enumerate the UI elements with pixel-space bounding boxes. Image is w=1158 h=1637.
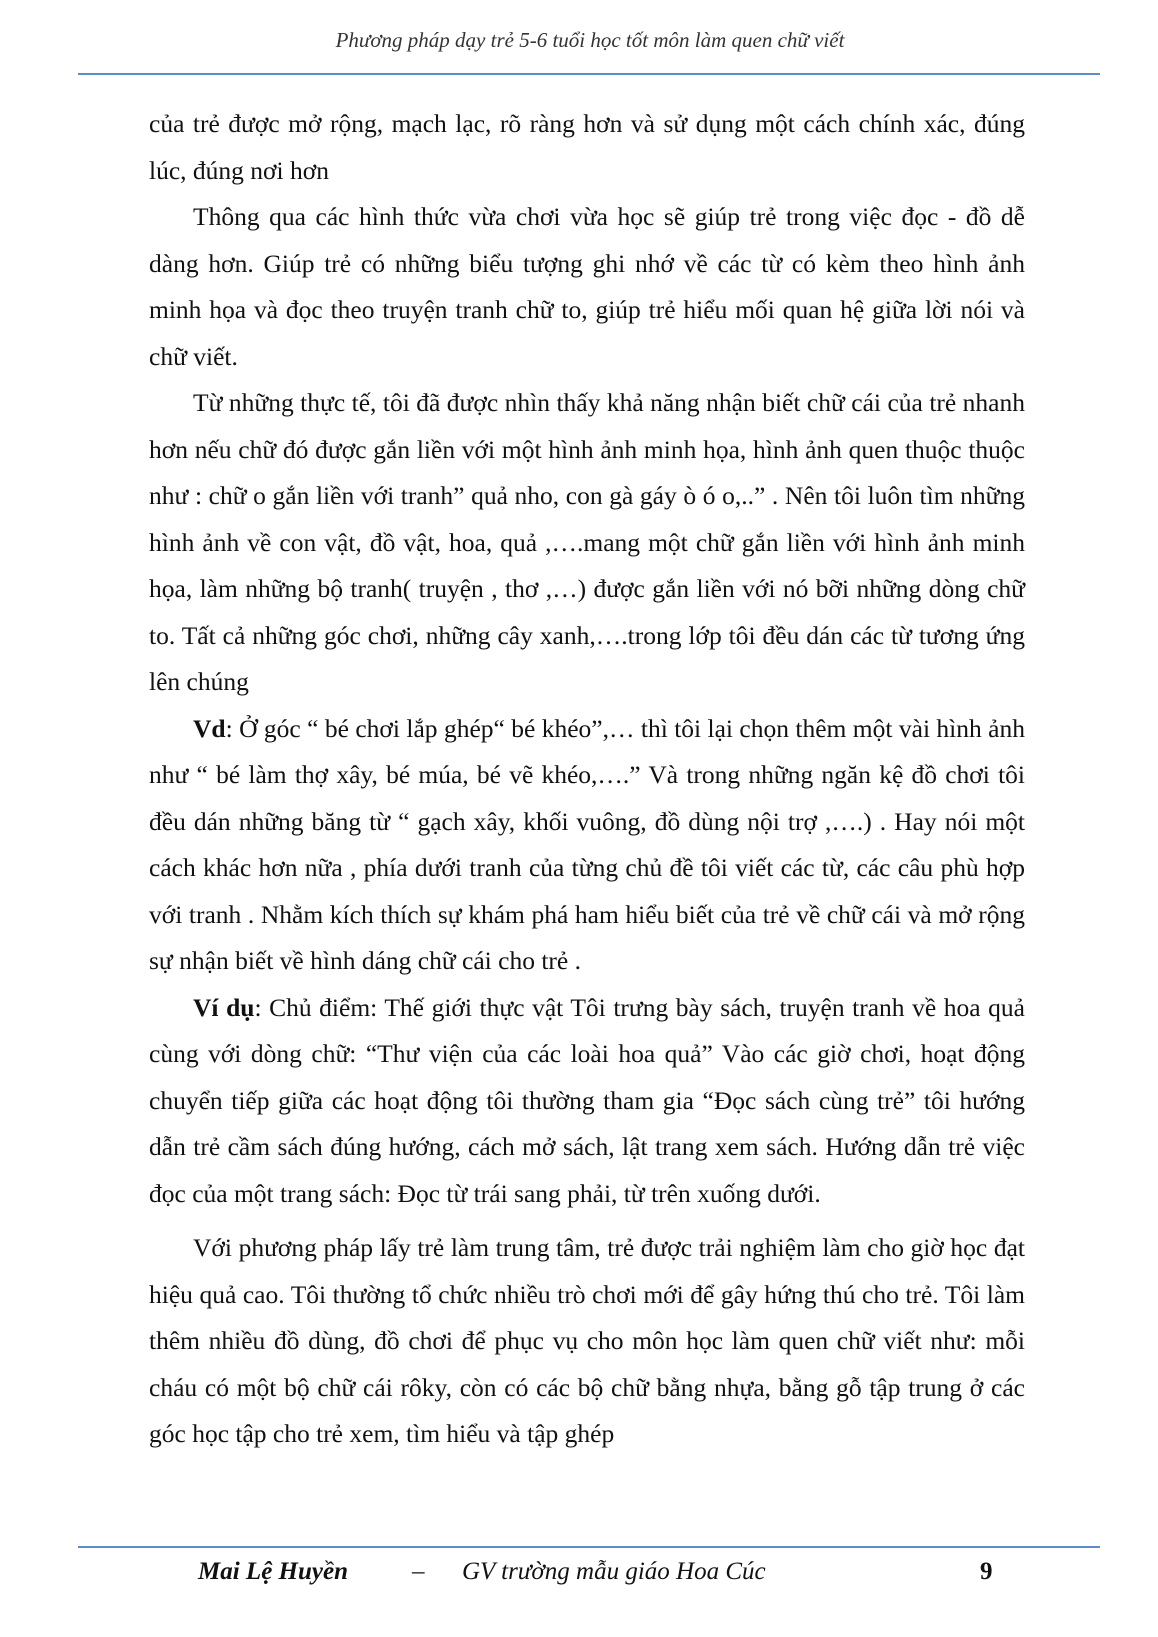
footer-separator: – xyxy=(412,1558,425,1585)
example-text-vidu: : Chủ điểm: Thế giới thực vật Tôi trưng bày sách, truyện tranh về hoa quả cùng với dòng chữ: “Thư viện của các loài hoa quả” Vào các giờ chơi, hoạt động chuyển tiếp giữa các hoạt động tôi thường tham gia “Đọc sách cùng trẻ” tôi hướng dẫn trẻ cầm sách đúng hướng, cách mở sách, lật trang xem sách. Hướng dẫn trẻ việc đọc của một trang sách: Đọc từ trái sang phải, từ trên xuống dưới. xyxy=(149,992,1025,1208)
example-lead-vd: Vd xyxy=(193,713,226,743)
paragraph-child-centered: Với phương pháp lấy trẻ làm trung tâm, trẻ được trải nghiệm làm cho giờ học đạt hiệu quả cao. Tôi thường tổ chức nhiều trò chơi mới để gây hứng thú cho trẻ. Tôi làm thêm nhiều đồ dùng, đồ chơi để phục vụ cho môn học làm quen chữ viết như: mỗi cháu có một bộ chữ cái rôky, còn có các bộ chữ bằng nhựa, bằng gỗ tập trung ở các góc học tập cho trẻ xem, tìm hiểu và tập ghép xyxy=(149,1233,1025,1448)
page-number: 9 xyxy=(980,1558,993,1585)
paragraph-letter-images: Từ những thực tế, tôi đã được nhìn thấy khả năng nhận biết chữ cái của trẻ nhanh hơn nếu chữ đó được gắn liền với một hình ảnh minh họa, hình ảnh quen thuộc thuộc như : chữ o gắn liền với tranh” quả nho, con gà gáy ò ó o,..” . Nên tôi luôn tìm những hình ảnh về con vật, đồ vật, hoa, quả ,….mang một chữ gắn liền với hình ảnh minh họa, làm những bộ tranh( truyện , thơ ,…) được gắn liền với nó bỡi những dòng chữ to. Tất cả những góc chơi, những cây xanh,….trong lớp tôi đều dán các từ tương ứng lên chúng xyxy=(149,388,1025,696)
paragraph-continuation: của trẻ được mở rộng, mạch lạc, rõ ràng hơn và sử dụng một cách chính xác, đúng lúc, đúng nơi hơn xyxy=(149,109,1025,185)
footer-school: GV trường mẫu giáo Hoa Cúc xyxy=(462,1558,766,1585)
header-rule xyxy=(78,73,1100,75)
footer-rule xyxy=(78,1546,1100,1548)
paragraph-example-vd xyxy=(149,706,1025,985)
example-text-vd: : Ở góc “ bé chơi lắp ghép“ bé khéo”,… thì tôi lại chọn thêm một vài hình ảnh như “ bé làm thợ xây, bé múa, bé vẽ khéo,….” Và trong những ngăn kệ đồ chơi tôi đều dán những băng từ “ gạch xây, khối vuông, đồ dùng nội trợ ,….) . Hay nói một cách khác hơn nữa , phía dưới tranh của từng chủ đề tôi viết các từ, các câu phù hợp với tranh . Nhằm kích thích sự khám phá ham hiểu biết của trẻ về chữ cái và mở rộng sự nhận biết về hình dáng chữ cái cho trẻ . xyxy=(149,713,1025,975)
page-body xyxy=(149,101,1025,1458)
paragraph-gap xyxy=(149,1217,1025,1225)
footer-author: Mai Lệ Huyền xyxy=(198,1558,348,1585)
running-header: Phương pháp dạy trẻ 5-6 tuổi học tốt môn làm quen chữ viết xyxy=(335,28,845,52)
example-lead-vidu: Ví dụ xyxy=(193,992,255,1022)
paragraph-reading-forms: Thông qua các hình thức vừa chơi vừa học sẽ giúp trẻ trong việc đọc - đồ dễ dàng hơn. Giúp trẻ có những biểu tượng ghi nhớ về các từ có kèm theo hình ảnh minh họa và đọc theo truyện tranh chữ to, giúp trẻ hiểu mối quan hệ giữa lời nói và chữ viết. xyxy=(149,202,1025,371)
paragraph-example-vidu xyxy=(149,985,1025,1218)
